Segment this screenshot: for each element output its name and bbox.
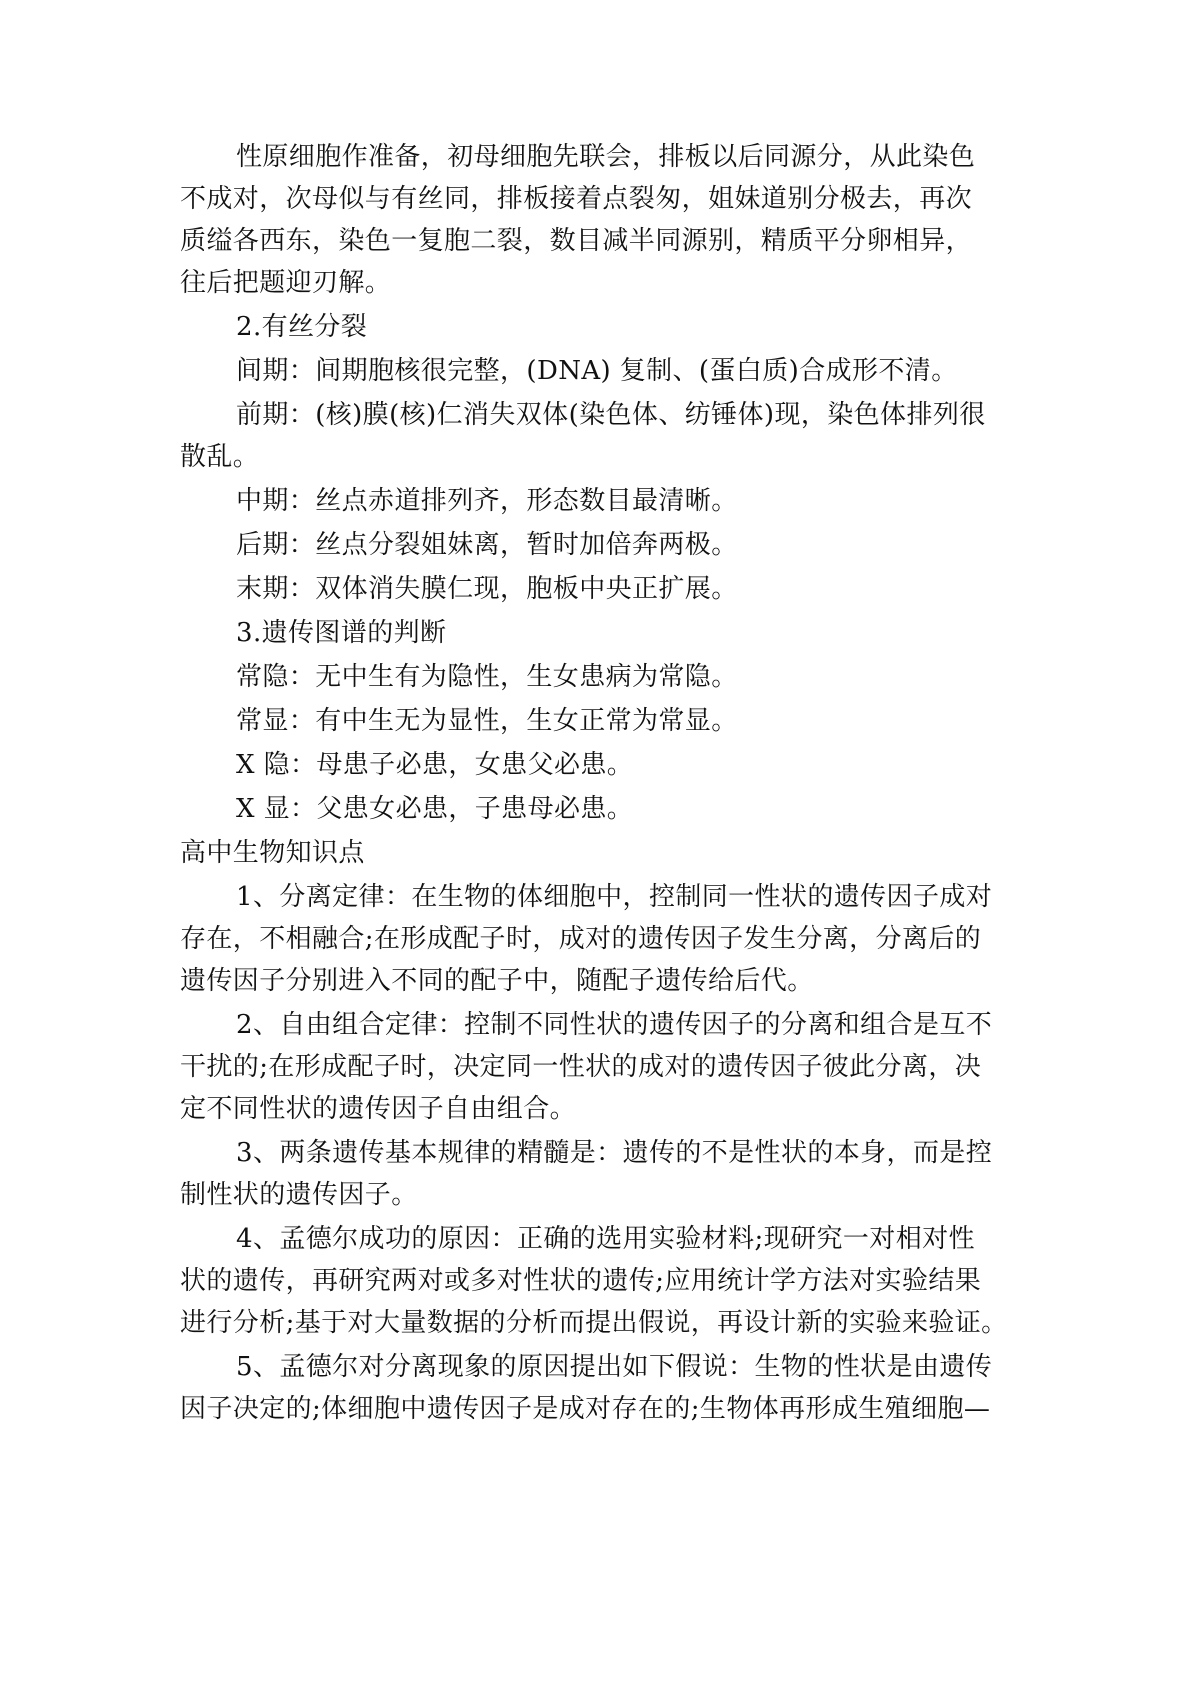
section-title-biology-points: 高中生物知识点 — [180, 838, 365, 868]
paragraph-line: 前期：(核)膜(核)仁消失双体(染色体、纺锤体)现，染色体排列很 — [236, 400, 986, 430]
paragraph-line: 制性状的遗传因子。 — [180, 1180, 418, 1210]
section-heading-pedigree: 3.遗传图谱的判断 — [236, 618, 447, 648]
paragraph-line: 末期：双体消失膜仁现，胞板中央正扩展。 — [236, 574, 738, 604]
paragraph-line: 后期：丝点分裂姐妹离，暂时加倍奔两极。 — [236, 530, 738, 560]
paragraph-line: X 隐：母患子必患，女患父必患。 — [236, 750, 634, 780]
paragraph-line: 往后把题迎刃解。 — [180, 268, 392, 298]
paragraph-line: 中期：丝点赤道排列齐，形态数目最清晰。 — [236, 486, 738, 516]
paragraph-line: 2、自由组合定律：控制不同性状的遗传因子的分离和组合是互不 — [236, 1010, 993, 1040]
paragraph-line: 4、孟德尔成功的原因：正确的选用实验材料;现研究一对相对性 — [236, 1224, 975, 1254]
paragraph-line: 5、孟德尔对分离现象的原因提出如下假说：生物的性状是由遗传 — [236, 1352, 993, 1382]
section-heading-mitosis: 2.有丝分裂 — [236, 312, 368, 342]
paragraph-line: 常显：有中生无为显性，生女正常为常显。 — [236, 706, 738, 736]
paragraph-line: 因子决定的;体细胞中遗传因子是成对存在的;生物体再形成生殖细胞— — [180, 1394, 991, 1424]
document-body — [180, 136, 1025, 1430]
paragraph-line: 干扰的;在形成配子时，决定同一性状的成对的遗传因子彼此分离，决 — [180, 1052, 982, 1082]
paragraph-line: 遗传因子分别进入不同的配子中，随配子遗传给后代。 — [180, 966, 814, 996]
paragraph-line: 状的遗传，再研究两对或多对性状的遗传;应用统计学方法对实验结果 — [180, 1266, 982, 1296]
paragraph-line: 进行分析;基于对大量数据的分析而提出假说，再设计新的实验来验证。 — [180, 1308, 1008, 1338]
paragraph-line: 间期：间期胞核很完整，(DNA) 复制、(蛋白质)合成形不清。 — [236, 356, 958, 386]
paragraph-line: 质缢各西东，染色一复胞二裂，数目减半同源别，精质平分卵相异， — [180, 226, 973, 256]
paragraph-line: 不成对，次母似与有丝同，排板接着点裂匆，姐妹道别分极去，再次 — [180, 184, 973, 214]
paragraph-line: 3、两条遗传基本规律的精髓是：遗传的不是性状的本身，而是控 — [236, 1138, 993, 1168]
paragraph-line: 性原细胞作准备，初母细胞先联会，排板以后同源分，从此染色 — [236, 142, 976, 172]
paragraph-line: 存在，不相融合;在形成配子时，成对的遗传因子发生分离，分离后的 — [180, 924, 982, 954]
paragraph-line: 1、分离定律：在生物的体细胞中，控制同一性状的遗传因子成对 — [236, 882, 993, 912]
paragraph-line: 定不同性状的遗传因子自由组合。 — [180, 1094, 577, 1124]
paragraph-line: 散乱。 — [180, 442, 260, 472]
paragraph-line: 常隐：无中生有为隐性，生女患病为常隐。 — [236, 662, 738, 692]
paragraph-line: X 显：父患女必患，子患母必患。 — [236, 794, 634, 824]
